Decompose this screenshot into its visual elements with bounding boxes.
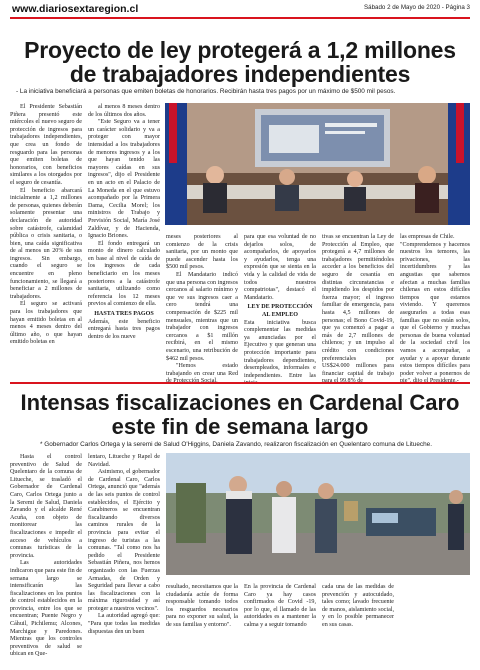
paragraph: cada una de las medidas de prevención y autocuidado, tales como; lavado frecuente de manos, aislamiento social, y en lo posible permanecer en sus casas.	[322, 584, 394, 628]
article1-col6	[400, 234, 470, 386]
paragraph: Asimismo, el gobernador de Cardenal Caro, Carlos Ortega, anunció que "además de las seis puntos de control establecidos, el Ejército y Carabineros se encuentran fiscalizando diversos caminos rurales de la provincia para evitar el ingreso de turistas a las comunas. "Tal como nos ha pedido el Presidente Sebastián Piñera, nos hemos organizado con las Fuerzas Armadas, de Orden y Seguridad para llevar a cabo las fiscalizaciones con la máxima rigurosidad y así proteger a nuestros vecinos".	[88, 469, 160, 612]
article1-col2	[88, 104, 160, 341]
paragraph: "Comprendemos y hacemos nuestros los temores, las privaciones, las incertidumbres y las angustias que sabemos afectan a muchas familias chilenas en estos difíciles tiempos que estamos viviendo. Y queremos asegurarles a todas esas familias que no están solos, que el Gobierno y muchas personas de buena voluntad de la sociedad civil los vamos a acompañar, a ayudar y a apoyar durante estos tiempos difíciles para poder volver a ponernos de	[400, 241, 470, 377]
paragraph: El seguro se activará para los trabajadores que hayan emitido boletas en al menos 4 meses dentro del último año, o que hayan emitido boletas en	[10, 301, 82, 346]
paragraph: El beneficio abarcará inicialmente a 1,2 millones de personas, quienes deberán solamente presentar una declaración de autoridad sobre catástrofe, calamidad pública o crisis sanitaria, o bien, una caída significativa de al menos un 20% de sus ingresos. Sin embargo, cuando el seguro se encuentre en pleno funcionamiento, se llegará a beneficiar a 2 millones de trabajadores.	[10, 187, 82, 300]
article1-col5-text	[322, 234, 394, 386]
article1-col2-after	[88, 319, 160, 342]
dateline: Sábado 2 de Mayo de 2020 - Página 3	[364, 4, 470, 11]
article1-col4-text	[244, 234, 316, 302]
paragraph: El Mandatario indicó que una persona con ingresos cercanos al salario mínimo y que ve sus ingresos caer a cero tendrá una compensación de $225 mil mensuales, mientras que un trabajador con ingresos cercanos a $1 millón recibirá, en el mismo escenario, una retribución de $462 mil pesos.	[166, 271, 238, 362]
article2-col4-text	[244, 584, 316, 630]
article2-headline: Intensas fiscalizaciones en Cardenal Caro este fin de semana largo	[20, 390, 460, 439]
article1-col6-text	[400, 234, 470, 242]
paragraph: En la provincia de Cardenal Caro ya hay casos confirmados de Covid -19, por lo que, el llamado de las autoridades es a mantener la calma y a seguir tomando	[244, 584, 316, 628]
article1-photo	[165, 103, 470, 225]
section-rule	[10, 382, 470, 384]
article1-col5	[322, 234, 394, 386]
article1-headline: Proyecto de ley protegerá a 1,2 millones de trabajadores independientes	[24, 37, 456, 87]
paragraph: El Presidente Sebastián Piñera presentó este miércoles el nuevo seguro de protección de ingresos para trabajadores independientes, que crea un fondo de resguardo para las personas que emiten boletas de honorarios, con beneficios similares a los otorgados por el seguro de cesantía.	[10, 104, 82, 186]
article1-col4	[244, 234, 316, 388]
header-rule	[10, 17, 470, 19]
paragraph: "Este Seguro va a tener un carácter solidario y va a proteger con mayor intensidad a los trabajadores de menores ingresos y a los que hayan tenido las mayores caídas en sus ingresos", dijo el Presidente en un acto en el Palacio de La Moneda en el que estuvo acompañado por la Primera Dama, Cecilia Morel; los ministros de Trabajo y Previsión Social, María José Zaldívar, y de Hacienda, Ignacio Briones.	[88, 119, 160, 240]
paragraph: "Hemos estado trabajando en crear una Red	[166, 363, 238, 377]
article2-col1	[10, 454, 82, 659]
article1-col4-heading: LEY DE PROTECCIÓN AL EMPLEO	[247, 304, 313, 318]
paragraph: Hasta el control preventivo de Salud de Quelentaro de la comuna de Litueche, se trasladó el Gobernador de Cardenal Caro, Carlos Ortega junto a la Seremi de Salud, Daniela Zavando y el alcalde René Acuña, con objeto de monitorear las fiscalizaciones e impedir el acceso de vehículos a comunas turísticas de la provincia.	[10, 454, 82, 559]
article2-col3	[166, 584, 238, 630]
article1-subhead: - La iniciativa beneficiará a personas que emiten boletas de honorarios. Recibirán hasta tres pagos por un máximo de $500 mil pesos.	[16, 88, 396, 95]
paragraph: al menos 8 meses dentro de los últimos dos años.	[88, 104, 160, 118]
paragraph: La autoridad agregó que: "Para que todas las medidas dispuestas den un buen	[88, 613, 160, 635]
article2-col5	[322, 584, 394, 630]
article2-subhead: * Gobernador Carlos Ortega y la seremi de Salud O'Higgins, Daniela Zavando, realizaron fiscalización en Quelentaro comuna de Litueche.	[40, 441, 432, 448]
article2-col3-text	[166, 584, 238, 630]
article2-photo	[166, 453, 470, 575]
article2-col1-text	[10, 454, 82, 659]
article1-col2-text	[88, 104, 160, 309]
paragraph: las empresas de Chile.	[400, 234, 455, 240]
article2-col2	[88, 454, 160, 636]
paragraph: meses posteriores al comienzo de la crisis sanitaria, por un monto que puede ascender hasta los $500 mil pesos.	[166, 234, 238, 271]
paragraph: lentaro, Litueche y Rapel de Navidad.	[88, 454, 160, 468]
paragraph: El fondo entregará un monto de dinero calculado en base al nivel de caída de los ingresos de cada beneficiario en los meses posteriores a la catástrofe sanitaria, utilizando como referencia los 12 meses previos al comienzo de ella.	[88, 240, 160, 308]
paragraph: para que esa voluntad de no dejarlos solos, de acompañarlos, de apoyarlos y ayudarlos, tenga una expresión que se sienta en la vida y la calidad de vida de todos nuestros compatriotas", destacó el Mandatario.	[244, 234, 316, 301]
paragraph: Las autoridades indicaron que para este fin de semana largo se intensificarán las fiscalizaciones en los puntos de control establecidos en la provincia, entre los que se encuentran; Puente Negro y Cáhuil, Pichilemu; Alcones, Marchigue y Paredones. Mientras que los controles preventivos de salud se ubican en Que-	[10, 560, 82, 658]
paragraph: resultado, necesitamos que la ciudadanía actúe de forma responsable tomando todos los resguardos necesarios para no exponer su salud, la de sus familias y entorno".	[166, 584, 238, 628]
article2-col4	[244, 584, 316, 630]
article1-col1	[10, 104, 82, 347]
article1-col1-text	[10, 104, 82, 347]
article1-col4-after	[244, 320, 316, 388]
article1-col3-text	[166, 234, 238, 386]
site-url: www.diariosextaregion.cl	[12, 3, 139, 15]
article1-col3	[166, 234, 238, 386]
article2-col2-text	[88, 454, 160, 636]
paragraph: tivas se encuentran la Ley de Protección al Empleo, que protegerá a 4,7 millones de trabajadores permitiéndoles acceder a los beneficios del seguro de cesantía en distintas circunstancias e impidiendo los despidos por fuerza mayor; el ingreso familiar de emergencia, para hasta 4,5 millones de personas; el Bono Covid-19, que ya comenzó a pagar a más de 2,7 millones de chilenos; y un impulso al crédito con condiciones preferenciales por US$24.000 millones para financiar capital de trabajo	[322, 234, 394, 377]
article1-col6-after	[400, 242, 470, 386]
article2-col5-text	[322, 584, 394, 630]
paragraph: Además, este beneficio entregará hasta tres pagos dentro de los nueve	[88, 318, 160, 340]
paragraph: Esta iniciativa busca complementar las medidas ya anunciadas por el Ejecutivo y que generan una protección importante para trabajadores dependientes, desempleados, informales e independientes. Entre las	[244, 319, 316, 379]
article1-col2-heading: HASTA TRES PAGOS	[94, 311, 154, 318]
